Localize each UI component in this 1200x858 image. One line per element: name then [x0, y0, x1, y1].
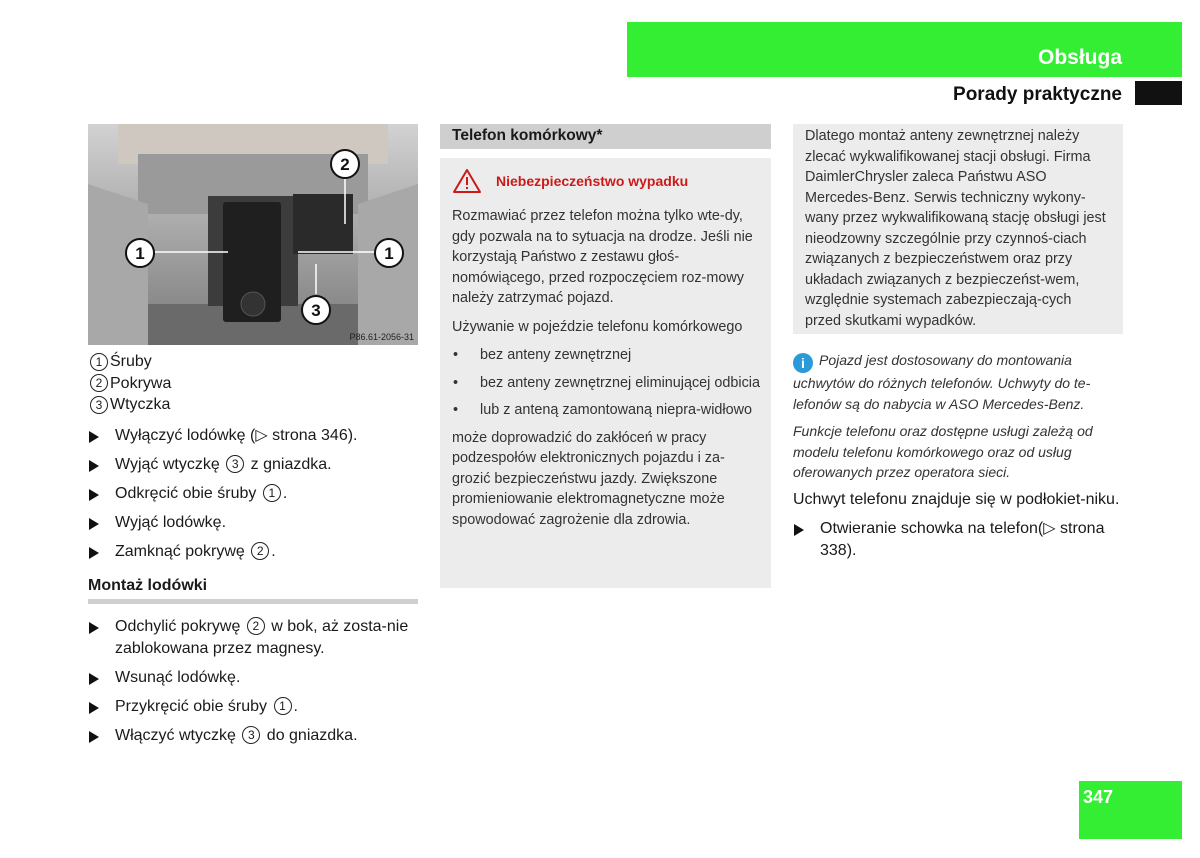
reference-arrow-icon: ▷ [255, 426, 268, 444]
arrow-bullet-icon [89, 431, 99, 443]
arrow-bullet-icon [89, 702, 99, 714]
callout-3 [302, 296, 330, 324]
subsection-title: Porady praktyczne [953, 84, 1122, 105]
step-item: Wyłączyć lodówkę (▷ strona 346). [88, 425, 418, 447]
step-item: Przykręcić obie śruby 1 . [88, 696, 418, 718]
column-left [88, 124, 418, 754]
info-icon: i [793, 353, 813, 373]
legend-number: 1 [90, 353, 108, 371]
column-right [793, 124, 1123, 569]
list-item: • lub z anteną zamontowaną niepra-widłowo [452, 400, 760, 421]
step-item: Wsunąć lodówkę. [88, 667, 418, 689]
phone-section-title: Telefon komórkowy* [440, 124, 771, 149]
warning-paragraph: Rozmawiać przez telefon można tylko wte-dy, gdy pozwala na to sytuacja na drodze. Jeśli nie korzystają Państwo z zestawu głoś-nomówiącego, przed rozpoczęciem roz-mowy należy zatrzymać pojazd. [452, 208, 753, 306]
svg-text:2: 2 [340, 155, 350, 174]
arrow-bullet-icon [89, 622, 99, 634]
removal-steps [88, 425, 418, 563]
ref-number: 3 [242, 726, 260, 744]
svg-text:3: 3 [311, 301, 321, 320]
callout-1-left [126, 239, 154, 267]
mount-section-title: Montaż lodówki [88, 577, 418, 604]
reference-arrow-icon: ▷ [1043, 519, 1056, 537]
step-item: Wyjąć wtyczkę 3 z gniazdka. [88, 454, 418, 476]
section-title: Obsługa [1037, 46, 1122, 69]
legend-item [88, 373, 418, 395]
list-item: • bez anteny zewnętrznej eliminującej odbicia [452, 373, 760, 394]
legend-number: 2 [90, 374, 108, 392]
fridge-illustration [88, 124, 418, 345]
fridge-photo [88, 124, 418, 345]
arrow-bullet-icon [794, 524, 804, 536]
legend-number: 3 [90, 396, 108, 414]
body-paragraph: Uchwyt telefonu znajduje się w podłokiet-niku. [793, 490, 1120, 508]
legend-item [88, 351, 418, 373]
warning-box [440, 158, 771, 588]
arrow-bullet-icon [89, 460, 99, 472]
info-note: i Pojazd jest dostosowany do montowania uchwytów do różnych telefonów. Uchwyty do te-lefonów są do nabycia w ASO Mercedes-Benz. [793, 352, 1091, 412]
callout-1-right [375, 239, 403, 267]
ref-number: 2 [247, 617, 265, 635]
warning-heading [452, 168, 760, 194]
callout-2 [331, 150, 359, 178]
ref-number: 1 [274, 697, 292, 715]
step-item: Odkręcić obie śruby 1 . [88, 483, 418, 505]
warning-title: Niebezpieczeństwo wypadku [496, 173, 689, 189]
arrow-bullet-icon [89, 489, 99, 501]
legend-label: Śruby [110, 353, 152, 370]
legend-label: Wtyczka [110, 396, 171, 413]
step-item: Zamknąć pokrywę 2 . [88, 541, 418, 563]
column-middle [440, 124, 771, 588]
arrow-bullet-icon [89, 518, 99, 530]
step-item: Włączyć wtyczkę 3 do gniazdka. [88, 725, 418, 747]
list-item: • bez anteny zewnętrznej [452, 345, 760, 366]
warning-paragraph: Używanie w pojeździe telefonu komórkowego [452, 318, 743, 335]
ref-number: 2 [251, 542, 269, 560]
ref-number: 3 [226, 455, 244, 473]
figure-code: P86.61-2056-31 [349, 332, 414, 342]
step-item: Odchylić pokrywę 2 w bok, aż zosta-nie zablokowana przez magnesy. [88, 616, 418, 660]
svg-text:1: 1 [384, 244, 394, 263]
warning-triangle-icon [452, 168, 482, 194]
arrow-bullet-icon [89, 731, 99, 743]
legend [88, 351, 418, 416]
header-marker [1135, 81, 1182, 105]
mount-steps [88, 616, 418, 747]
legend-label: Pokrywa [110, 374, 172, 392]
continued-warning-box [793, 124, 1123, 334]
ref-number: 1 [263, 484, 281, 502]
warning-paragraph: może doprowadzić do zakłóceń w pracy podzespołów elektronicznych pojazdu i za-grozić bezpieczeństwu jazdy. Zwiększone promieniowanie elektromagnetyczne może spowodować zagrożenie dla zdrowia. [452, 429, 725, 528]
step-item: Wyjąć lodówkę. [88, 512, 418, 534]
arrow-bullet-icon [89, 547, 99, 559]
note-paragraph: Funkcje telefonu oraz dostępne usługi zależą od modelu telefonu komórkowego oraz od usług oferowanych przez operatora sieci. [793, 423, 1093, 481]
svg-text:1: 1 [135, 244, 145, 263]
warning-paragraph: Dlatego montaż anteny zewnętrznej należy zlecać wykwalifikowanej stacji obsługi. Firma DaimlerChrysler zaleca Państwu ASO Mercedes-Benz. Serwis techniczny wykony-wany przez wykwalifikowaną stację obsługi jest nieodzowny szczególnie przy czynnoś-ciach związanych z bezpieczeństwem oraz przy układach związanych z bezpieczeńst-wem, względnie systemach zabezpieczają-cych przed skutkami wypadków. [805, 128, 1106, 329]
arrow-bullet-icon [89, 673, 99, 685]
step-item: Otwieranie schowka na telefon(▷ strona 338). [793, 518, 1123, 562]
legend-item [88, 394, 418, 416]
page-number: 347 [1083, 787, 1114, 807]
